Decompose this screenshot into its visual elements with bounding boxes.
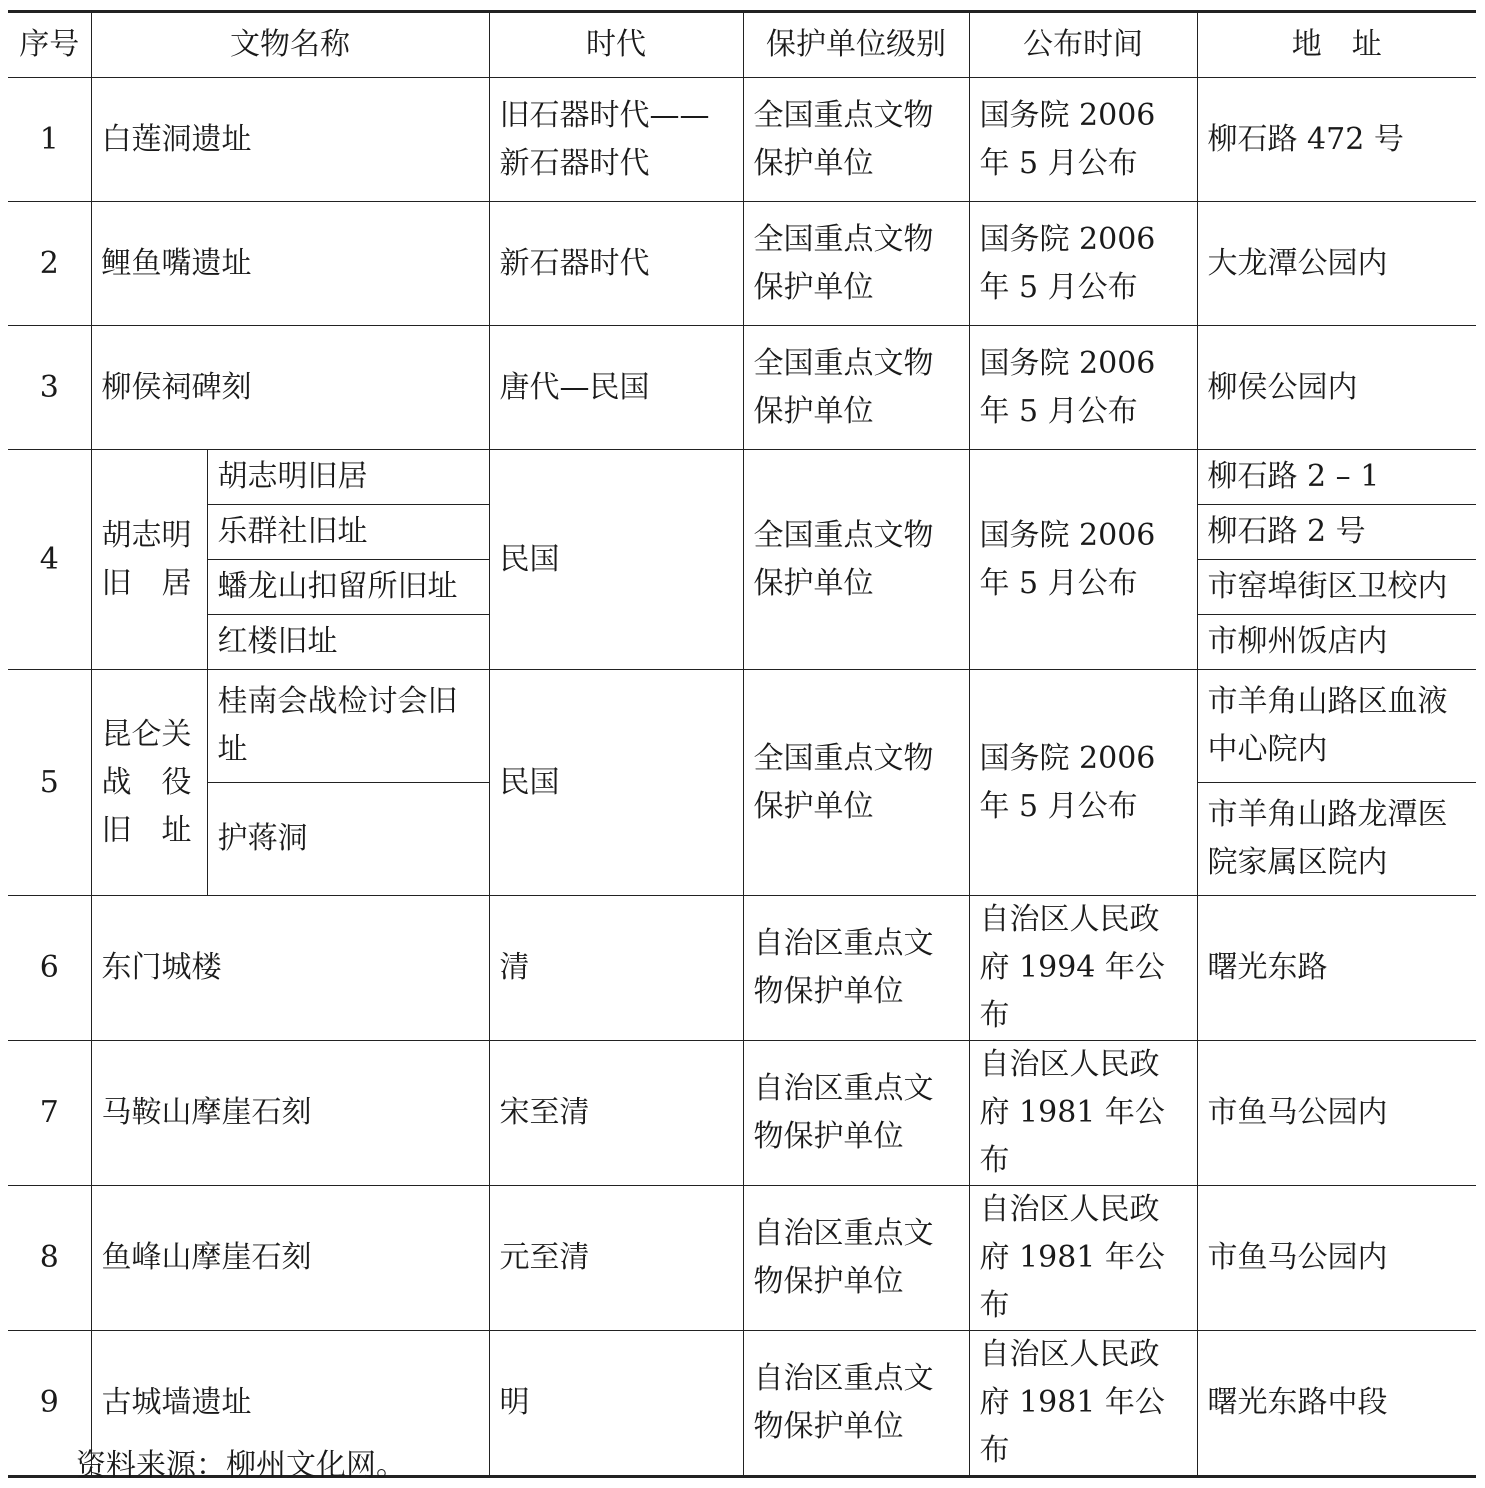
row-era: 旧石器时代——新石器时代 [489,78,743,202]
table-row [8,896,1476,1041]
header-era: 时代 [489,12,743,78]
sub-name: 蟠龙山扣留所旧址 [207,560,489,615]
sub-name: 乐群社旧址 [207,505,489,560]
row-level: 全国重点文物保护单位 [743,670,969,896]
sub-name: 胡志明旧居 [207,450,489,505]
row-era: 唐代—民国 [489,326,743,450]
row-era: 宋至清 [489,1041,743,1186]
row-address: 市鱼马公园内 [1197,1186,1476,1331]
row-date: 国务院 2006 年 5 月公布 [969,326,1197,450]
row-level: 全国重点文物保护单位 [743,450,969,670]
table-row [8,1041,1476,1186]
row-no: 5 [8,670,91,896]
row-era: 民国 [489,450,743,670]
row-group-name: 昆仑关战 役旧 址 [91,670,207,896]
row-date: 国务院 2006 年 5 月公布 [969,450,1197,670]
row-address: 柳侯公园内 [1197,326,1476,450]
row-level: 自治区重点文物保护单位 [743,1041,969,1186]
row-era: 民国 [489,670,743,896]
row-address: 柳石路 472 号 [1197,78,1476,202]
row-no: 4 [8,450,91,670]
row-date: 自治区人民政府 1981 年公布 [969,1041,1197,1186]
row-name: 马鞍山摩崖石刻 [91,1041,489,1186]
sub-address: 柳石路 2 – 1 [1197,450,1476,505]
row-level: 全国重点文物保护单位 [743,326,969,450]
row-level: 全国重点文物保护单位 [743,78,969,202]
row-name: 鱼峰山摩崖石刻 [91,1186,489,1331]
table-row [8,670,1476,783]
header-address: 地 址 [1197,12,1476,78]
header-name: 文物名称 [91,12,489,78]
row-name: 鲤鱼嘴遗址 [91,202,489,326]
row-no: 6 [8,896,91,1041]
row-date: 国务院 2006 年 5 月公布 [969,202,1197,326]
row-no: 1 [8,78,91,202]
row-name: 柳侯祠碑刻 [91,326,489,450]
header-no: 序号 [8,12,91,78]
heritage-table [8,10,1476,1478]
sub-address: 市羊角山路区血液中心院内 [1197,670,1476,783]
header-level: 保护单位级别 [743,12,969,78]
row-era: 明 [489,1331,743,1477]
table-row [8,450,1476,505]
row-no: 2 [8,202,91,326]
row-address: 曙光东路中段 [1197,1331,1476,1477]
row-address: 曙光东路 [1197,896,1476,1041]
row-level: 全国重点文物保护单位 [743,202,969,326]
table-row [8,202,1476,326]
row-group-name: 胡志明旧 居 [91,450,207,670]
row-name: 白莲洞遗址 [91,78,489,202]
header-date: 公布时间 [969,12,1197,78]
row-level: 自治区重点文物保护单位 [743,896,969,1041]
row-date: 自治区人民政府 1994 年公布 [969,896,1197,1041]
row-date: 自治区人民政府 1981 年公布 [969,1186,1197,1331]
sub-address: 柳石路 2 号 [1197,505,1476,560]
row-address: 大龙潭公园内 [1197,202,1476,326]
row-address: 市鱼马公园内 [1197,1041,1476,1186]
row-level: 自治区重点文物保护单位 [743,1186,969,1331]
row-era: 新石器时代 [489,202,743,326]
sub-name: 桂南会战检讨会旧址 [207,670,489,783]
row-date: 国务院 2006 年 5 月公布 [969,670,1197,896]
row-no: 7 [8,1041,91,1186]
row-era: 元至清 [489,1186,743,1331]
row-name: 古城墙遗址 [91,1331,489,1477]
source-note: 资料来源：柳州文化网。 [76,1448,406,1483]
row-no: 8 [8,1186,91,1331]
sub-address: 市羊角山路龙潭医院家属区院内 [1197,783,1476,896]
sub-name: 护蒋洞 [207,783,489,896]
row-date: 国务院 2006 年 5 月公布 [969,78,1197,202]
row-name: 东门城楼 [91,896,489,1041]
row-no: 3 [8,326,91,450]
table-row [8,78,1476,202]
row-no: 9 [8,1331,91,1477]
sub-name: 红楼旧址 [207,615,489,670]
row-date: 自治区人民政府 1981 年公布 [969,1331,1197,1477]
sub-address: 市窑埠街区卫校内 [1197,560,1476,615]
header-row [8,12,1476,78]
table-row [8,1186,1476,1331]
row-era: 清 [489,896,743,1041]
table-row [8,326,1476,450]
row-level: 自治区重点文物保护单位 [743,1331,969,1477]
sub-address: 市柳州饭店内 [1197,615,1476,670]
